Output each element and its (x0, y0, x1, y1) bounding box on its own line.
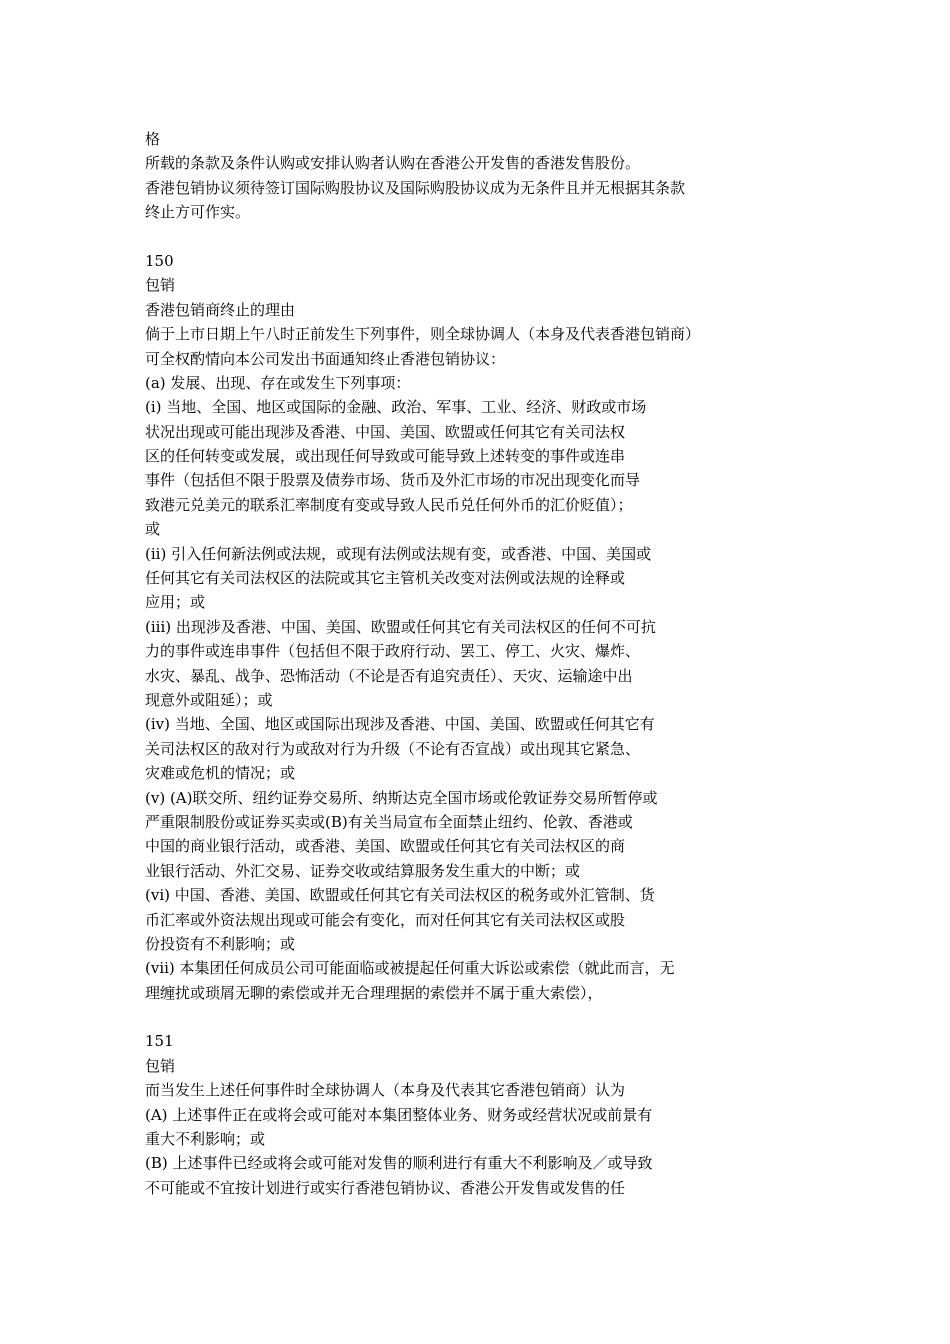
text-line: 150 (145, 251, 174, 270)
text-line: (vii) 本集团任何成员公司可能面临或被提起任何重大诉讼或索偿（就此而言，无 (145, 959, 675, 978)
text-line: 份投资有不利影响；或 (145, 934, 296, 953)
text-line: 包销 (145, 276, 176, 295)
text-line: 理缠扰或琐屑无聊的索偿或并无合理理据的索偿并不属于重大索偿）， (145, 983, 603, 1002)
text-line: 币汇率或外资法规出现或可能会有变化，而对任何其它有关司法权区或股 (145, 910, 626, 929)
text-line: 区的任何转变或发展，或出现任何导致或可能导致上述转变的事件或连串 (145, 447, 626, 466)
text-line: 业银行活动、外汇交易、证券交收或结算服务发生重大的中断；或 (145, 861, 581, 880)
text-line: 终止方可作实。 (145, 203, 251, 222)
text-line: (iii) 出现涉及香港、中国、美国、欧盟或任何其它有关司法权区的任何不可抗 (145, 617, 656, 636)
text-line: 中国的商业银行活动，或香港、美国、欧盟或任何其它有关司法权区的商 (145, 837, 626, 856)
text-line: 应用；或 (145, 593, 206, 612)
text-line: 151 (145, 1032, 174, 1051)
text-line: 倘于上市日期上午八时正前发生下列事件，则全球协调人（本身及代表香港包销商） (145, 325, 701, 344)
text-line: 灾难或危机的情况；或 (145, 764, 296, 783)
text-line: (vi) 中国、香港、美国、欧盟或任何其它有关司法权区的税务或外汇管制、货 (145, 886, 655, 905)
text-line: 事件（包括但不限于股票及债券市场、货币及外汇市场的市况出现变化而导 (145, 471, 641, 490)
text-line: 力的事件或连串事件（包括但不限于政府行动、罢工、停工、火灾、爆炸、 (145, 642, 641, 661)
text-line: 任何其它有关司法权区的法院或其它主管机关改变对法例或法规的诠释或 (145, 569, 626, 588)
text-line: (v) (A)联交所、纽约证券交易所、纳斯达克全国市场或伦敦证券交易所暂停或 (145, 788, 658, 807)
text-line: 格 (145, 130, 161, 148)
text-line: 现意外或阻延）；或 (145, 690, 273, 709)
text-line: 所载的条款及条件认购或安排认购者认购在香港公开发售的香港发售股份。 (145, 154, 641, 173)
text-line: (i) 当地、全国、地区或国际的金融、政治、军事、工业、经济、财政或市场 (145, 398, 647, 417)
text-line: 致港元兑美元的联系汇率制度有变或导致人民币兑任何外币的汇价贬值）； (145, 495, 633, 514)
text-line: (B) 上述事件已经或将会或可能对发售的顺利进行有重大不利影响及／或导致 (145, 1154, 653, 1173)
text-line: 重大不利影响；或 (145, 1130, 266, 1149)
text-line: 而当发生上述任何事件时全球协调人（本身及代表其它香港包销商）认为 (145, 1081, 626, 1100)
text-line: 可全权酌情向本公司发出书面通知终止香港包销协议： (145, 349, 506, 368)
text-line: (A) 上述事件正在或将会或可能对本集团整体业务、财务或经营状况或前景有 (145, 1105, 653, 1124)
text-line: 香港包销商终止的理由 (145, 300, 296, 319)
text-line: 关司法权区的敌对行为或敌对行为升级（不论有否宣战）或出现其它紧急、 (145, 739, 641, 758)
text-line: 水灾、暴乱、战争、恐怖活动（不论是否有追究责任）、天灾、运输途中出 (145, 666, 633, 685)
text-line: 或 (145, 520, 161, 539)
text-line: 严重限制股份或证券买卖或(B)有关当局宣布全面禁止纽约、伦敦、香港或 (145, 812, 633, 831)
text-line: 不可能或不宜按计划进行或实行香港包销协议、香港公开发售或发售的任 (145, 1178, 626, 1197)
text-line: (a) 发展、出现、存在或发生下列事项： (145, 373, 411, 392)
document-page (145, 127, 825, 1200)
text-line: 状况出现或可能出现涉及香港、中国、美国、欧盟或任何其它有关司法权 (145, 422, 626, 441)
text-line: 香港包销协议须待签订国际购股协议及国际购股协议成为无条件且并无根据其条款 (145, 178, 686, 197)
blank-line (145, 1005, 825, 1029)
text-line: (ii) 引入任何新法例或法规，或现有法例或法规有变，或香港、中国、美国或 (145, 544, 652, 563)
text-line: (iv) 当地、全国、地区或国际出现涉及香港、中国、美国、欧盟或任何其它有 (145, 715, 655, 734)
blank-line (145, 225, 825, 249)
text-line: 包销 (145, 1056, 176, 1075)
